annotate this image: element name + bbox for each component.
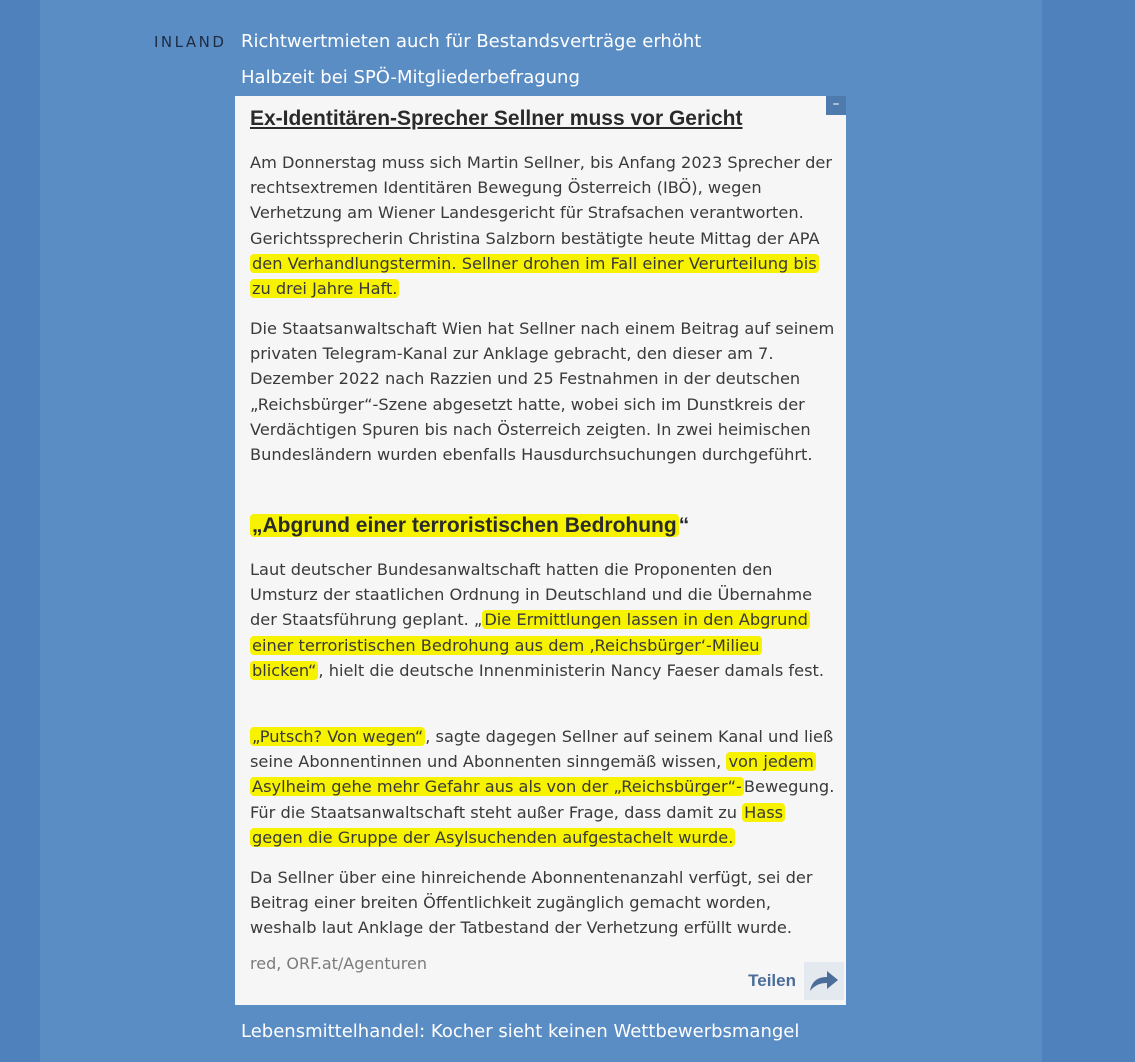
highlighted-hass: Hass gegen die Gruppe der Asylsuchenden aufgestachelt wurde. bbox=[252, 802, 784, 847]
headline-link-spoe[interactable]: Halbzeit bei SPÖ-Mitgliederbefragung bbox=[241, 67, 580, 88]
paragraph-4-text-b: Bewegung. Für die Staatsanwaltschaft steht außer Frage, dass damit zu bbox=[250, 777, 835, 822]
share-arrow-icon[interactable] bbox=[804, 962, 844, 1000]
section-label: INLAND bbox=[154, 33, 227, 51]
highlighted-quote: Die Ermittlungen lassen in den Abgrund einer terroristischen Bedrohung aus dem ‚Reichsbürger‘-Milieu blicken“ bbox=[252, 610, 808, 680]
share-button[interactable] bbox=[748, 962, 844, 1000]
highlighted-asylheim: von jedem Asylheim gehe mehr Gefahr aus als von der „Reichsbürger“- bbox=[252, 752, 814, 797]
paragraph-4-text-a: , sagte dagegen Sellner auf seinem Kanal und ließ seine Abonnentinnen und Abonnenten sinngemäß wissen, bbox=[250, 727, 834, 772]
headline-link-richtwertmieten[interactable]: Richtwertmieten auch für Bestandsverträge erhöht bbox=[241, 31, 702, 52]
collapse-button[interactable]: – bbox=[826, 96, 846, 115]
paragraph-3-text-b: , hielt die deutsche Innenministerin Nancy Faeser damals fest. bbox=[318, 660, 825, 680]
paragraph-3 bbox=[250, 557, 835, 683]
paragraph-4 bbox=[250, 724, 835, 850]
highlighted-subheading: „Abgrund einer terroristischen Bedrohung bbox=[252, 514, 677, 537]
article-subheading bbox=[250, 514, 689, 538]
paragraph-3-text-a: Laut deutscher Bundesanwaltschaft hatten die Proponenten den Umsturz der staatlichen Ordnung in Deutschland und die Übernahme der Staatsführung geplant. „ bbox=[250, 560, 813, 630]
headline-link-lebensmittelhandel[interactable]: Lebensmittelhandel: Kocher sieht keinen Wettbewerbsmangel bbox=[241, 1021, 800, 1042]
highlighted-text: den Verhandlungstermin. Sellner drohen im Fall einer Verurteilung bis zu drei Jahre Haft. bbox=[252, 253, 817, 299]
paragraph-5: Da Sellner über eine hinreichende Abonnentenanzahl verfügt, sei der Beitrag einer breiten Öffentlichkeit zugänglich gemacht worden, weshalb laut Anklage der Tatbestand der Verhetzung erfüllt wurde. bbox=[250, 868, 813, 938]
article-source: red, ORF.at/Agenturen bbox=[250, 954, 428, 973]
subheading-closing-quote: “ bbox=[678, 514, 690, 537]
paragraph-2: Die Staatsanwaltschaft Wien hat Sellner nach einem Beitrag auf seinem privaten Telegram-Kanal zur Anklage gebracht, den dieser am 7. Dezember 2022 nach Razzien und 25 Festnahmen in der deutschen „Reichsbürger“-Szene abgesetzt hatte, wobei sich im Dunstkreis der Verdächtigen Spuren bis nach Österreich zeigten. In zwei heimischen Bundesländern wurden ebenfalls Hausdurchsuchungen durchgeführt. bbox=[250, 319, 835, 465]
paragraph-1-text: Am Donnerstag muss sich Martin Sellner, bis Anfang 2023 Sprecher der rechtsextremen Identitären Bewegung Österreich (IBÖ), wegen Verhetzung am Wiener Landesgericht für Strafsachen verantworten. Gerichtssprecherin Christina Salzborn bestätigte heute Mittag der APA bbox=[250, 153, 833, 248]
article-title[interactable]: Ex-Identitären-Sprecher Sellner muss vor Gericht bbox=[250, 107, 743, 130]
highlighted-quote-putsch: „Putsch? Von wegen“ bbox=[252, 727, 424, 746]
expanded-article bbox=[235, 96, 846, 1005]
share-label: Teilen bbox=[748, 971, 796, 990]
paragraph-1 bbox=[250, 150, 835, 301]
